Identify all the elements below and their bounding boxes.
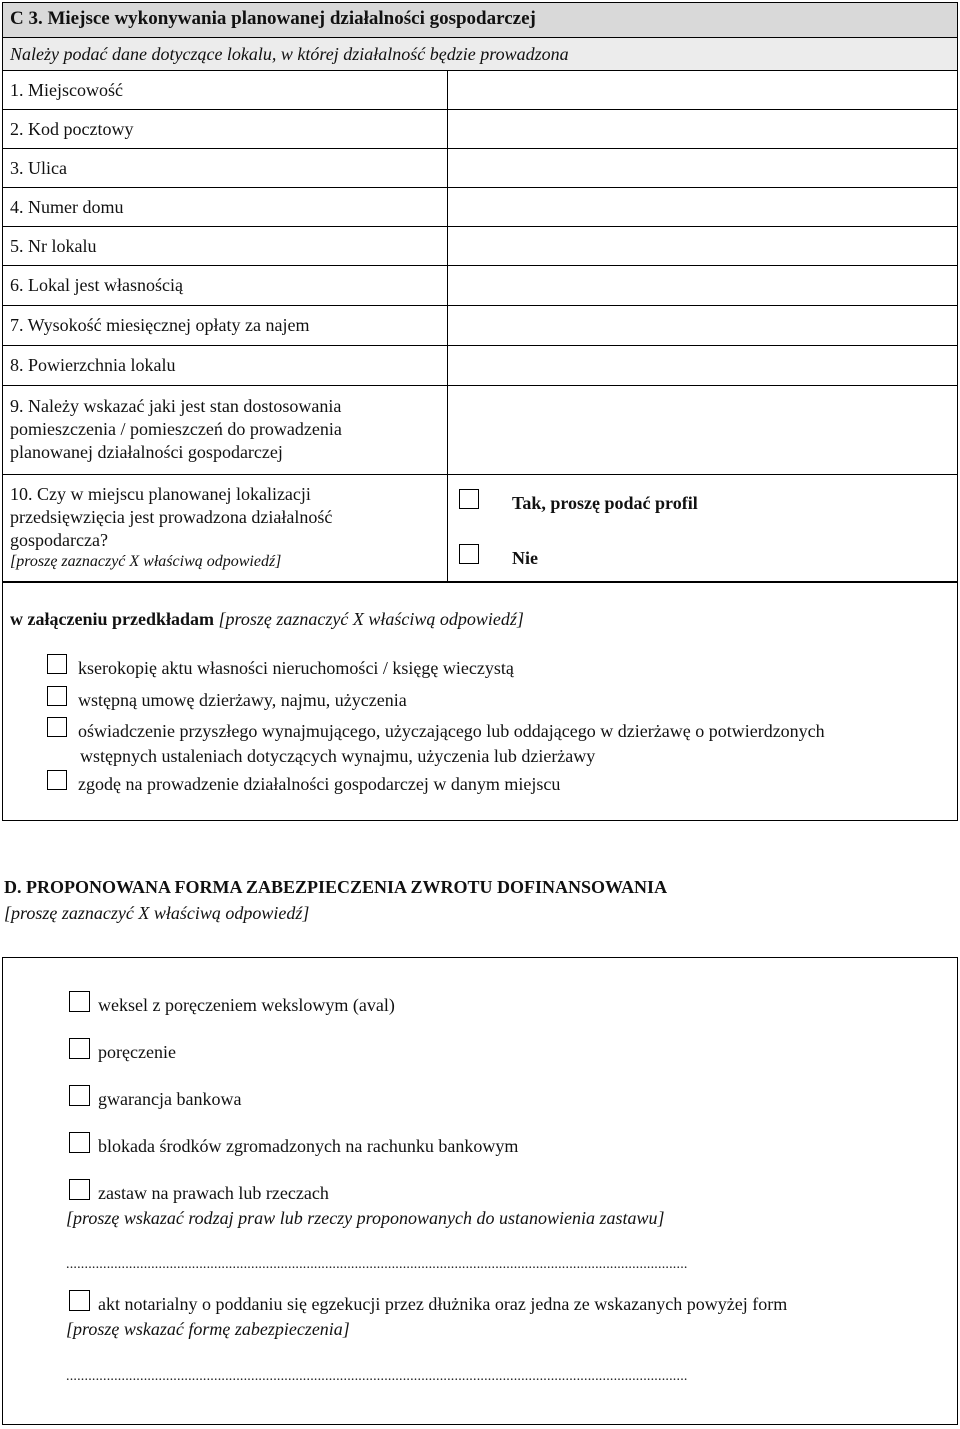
option-zastaw-label: zastaw na prawach lub rzeczach — [98, 1183, 329, 1203]
attachments-heading-bold: w załączeniu przedkładam — [10, 609, 214, 629]
akt-fill-line[interactable]: ........................................................................................................................................................................ — [66, 1369, 688, 1384]
field-input-kod-pocztowy[interactable] — [450, 111, 956, 147]
field-label-numer-domu: 4. Numer domu — [10, 197, 124, 217]
field-label-lokal-wlasnosc: 6. Lokal jest własnością — [10, 275, 183, 295]
checkbox-nie[interactable] — [459, 544, 479, 564]
field-label-lokalizacja-3: gospodarcza? — [10, 530, 108, 550]
attachments-heading — [10, 608, 524, 630]
attachment-oswiadczenie-label: oświadczenie przyszłego wynajmującego, użyczającego lub oddającego w dzierżawę o potwierdzonych — [78, 721, 825, 741]
field-label-lokalizacja-2: przedsięwzięcia jest prowadzona działalność — [10, 507, 333, 527]
zastaw-fill-line[interactable]: ........................................................................................................................................................................ — [66, 1257, 688, 1272]
field-input-stan-dostosowania[interactable] — [450, 387, 956, 473]
field-input-powierzchnia[interactable] — [450, 347, 956, 384]
field-label-ulica: 3. Ulica — [10, 158, 67, 178]
checkbox-kserokopia[interactable] — [47, 654, 67, 674]
field-input-numer-domu[interactable] — [450, 189, 956, 225]
field-label-miejscowosc: 1. Miejscowość — [10, 80, 123, 100]
zastaw-hint: [proszę wskazać rodzaj praw lub rzeczy proponowanych do ustanowienia zastawu] — [66, 1208, 665, 1228]
checkbox-zgoda[interactable] — [47, 770, 67, 790]
attachment-oswiadczenie-continuation: wstępnych ustaleniach dotyczących wynajmu, użyczenia lub dzierżawy — [80, 746, 596, 766]
option-akt-notarialny-label: akt notarialny o poddaniu się egzekucji przez dłużnika oraz jedna ze wskazanych powyżej form — [98, 1294, 788, 1314]
checkbox-umowa[interactable] — [47, 686, 67, 706]
section-c3-title: C 3. Miejsce wykonywania planowanej działalności gospodarczej — [10, 8, 536, 29]
option-tak-label: Tak, proszę podać profil — [512, 493, 698, 513]
field-input-miejscowosc[interactable] — [450, 72, 956, 108]
field-label-stan-dostosowania-3: planowanej działalności gospodarczej — [10, 442, 283, 462]
field-label-kod-pocztowy: 2. Kod pocztowy — [10, 119, 134, 139]
option-gwarancja-label: gwarancja bankowa — [98, 1089, 242, 1109]
field-label-stan-dostosowania-1: 9. Należy wskazać jaki jest stan dostosowania — [10, 396, 342, 416]
option-blokada-label: blokada środków zgromadzonych na rachunku bankowym — [98, 1136, 519, 1156]
checkbox-oswiadczenie[interactable] — [47, 717, 67, 737]
column-divider — [447, 70, 448, 582]
field-hint-lokalizacja: [proszę zaznaczyć X właściwą odpowiedź] — [10, 553, 282, 570]
divider — [2, 474, 958, 475]
divider — [2, 265, 958, 266]
section-d-hint: [proszę zaznaczyć X właściwą odpowiedź] — [4, 903, 310, 923]
checkbox-zastaw[interactable] — [69, 1179, 90, 1200]
akt-hint: [proszę wskazać formę zabezpieczenia] — [66, 1319, 350, 1339]
checkbox-tak[interactable] — [459, 489, 479, 509]
attachment-zgoda-label: zgodę na prowadzenie działalności gospodarczej w danym miejscu — [78, 774, 561, 794]
field-input-oplata-najem[interactable] — [450, 307, 956, 344]
divider — [2, 385, 958, 386]
option-poreczenie-label: poręczenie — [98, 1042, 176, 1062]
field-input-ulica[interactable] — [450, 150, 956, 186]
checkbox-poreczenie[interactable] — [69, 1038, 90, 1059]
checkbox-blokada[interactable] — [69, 1132, 90, 1153]
field-input-nr-lokalu[interactable] — [450, 228, 956, 264]
field-label-oplata-najem: 7. Wysokość miesięcznej opłaty za najem — [10, 315, 310, 335]
field-input-lokal-wlasnosc[interactable] — [450, 267, 956, 304]
attachments-heading-hint: [proszę zaznaczyć X właściwą odpowiedź] — [218, 609, 524, 629]
section-c3-subtitle: Należy podać dane dotyczące lokalu, w której działalność będzie prowadzona — [10, 44, 569, 64]
divider — [2, 148, 958, 149]
section-d-title: D. PROPONOWANA FORMA ZABEZPIECZENIA ZWROTU DOFINANSOWANIA — [4, 877, 668, 897]
divider — [2, 305, 958, 306]
divider — [2, 187, 958, 188]
option-weksel-label: weksel z poręczeniem wekslowym (aval) — [98, 995, 395, 1015]
checkbox-weksel[interactable] — [69, 991, 90, 1012]
checkbox-gwarancja[interactable] — [69, 1085, 90, 1106]
field-label-stan-dostosowania-2: pomieszczenia / pomieszczeń do prowadzenia — [10, 419, 342, 439]
attachment-umowa-label: wstępną umowę dzierżawy, najmu, użyczenia — [78, 690, 407, 710]
field-label-powierzchnia: 8. Powierzchnia lokalu — [10, 355, 176, 375]
divider — [2, 226, 958, 227]
field-label-lokalizacja-1: 10. Czy w miejscu planowanej lokalizacji — [10, 484, 311, 504]
option-nie-label: Nie — [512, 548, 538, 568]
checkbox-akt-notarialny[interactable] — [69, 1290, 90, 1311]
attachment-kserokopia-label: kserokopię aktu własności nieruchomości / księgę wieczystą — [78, 658, 514, 678]
divider — [2, 345, 958, 346]
divider — [2, 70, 958, 71]
divider — [2, 109, 958, 110]
field-label-nr-lokalu: 5. Nr lokalu — [10, 236, 97, 256]
